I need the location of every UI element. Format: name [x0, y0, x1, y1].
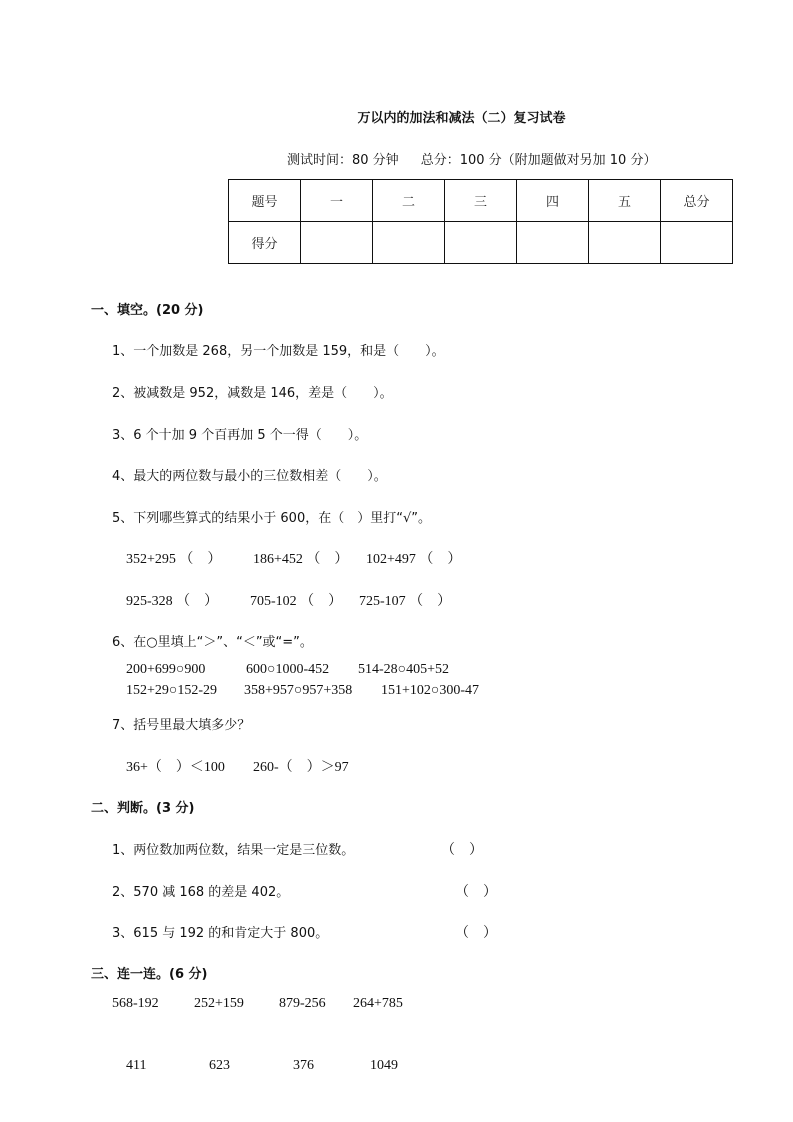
section-heading-matching: 三、连一连。(6 分): [91, 967, 208, 982]
score-table-header-cell: 四: [517, 180, 589, 222]
score-cell[interactable]: [661, 222, 733, 264]
q5-expression: 725-107 （ ）: [359, 594, 452, 609]
match-answer[interactable]: 623: [209, 1058, 230, 1073]
score-table-score-row: [229, 222, 733, 264]
score-table-header-cell: 题号: [229, 180, 301, 222]
score-table: [228, 179, 733, 264]
score-table-header-cell: 一: [301, 180, 373, 222]
q5-expression: 102+497 （ ）: [366, 552, 462, 567]
match-answer[interactable]: 411: [126, 1058, 147, 1073]
question-item: 6、在○里填上“＞”、“＜”或“=”。: [112, 635, 313, 650]
q7-expression: 36+（ ）＜100: [126, 760, 225, 775]
section-heading-true-false: 二、判断。(3 分): [91, 801, 195, 816]
match-expression[interactable]: 568-192: [112, 996, 159, 1011]
match-answer[interactable]: 376: [293, 1058, 314, 1073]
judgement-item: 1、两位数加两位数，结果一定是三位数。: [112, 843, 355, 858]
score-cell[interactable]: [517, 222, 589, 264]
q5-expression: 186+452 （ ）: [253, 552, 349, 567]
q6-expression: 514-28○405+52: [358, 662, 450, 677]
exam-info: [287, 149, 656, 168]
score-table-header-cell: 三: [445, 180, 517, 222]
match-expression[interactable]: 879-256: [279, 996, 326, 1011]
q6-expression: 600○1000-452: [246, 662, 330, 677]
q7-expression: 260-（ ）＞97: [253, 760, 349, 775]
score-table-header-row: [229, 180, 733, 222]
score-cell[interactable]: [301, 222, 373, 264]
score-row-label: 得分: [229, 222, 301, 264]
judgement-item: 2、570 减 168 的差是 402。: [112, 885, 290, 900]
q6-expression: 152+29○152-29: [126, 683, 218, 698]
q6-expression: 200+699○900: [126, 662, 206, 677]
q5-expression: 352+295 （ ）: [126, 552, 222, 567]
score-cell[interactable]: [445, 222, 517, 264]
score-cell[interactable]: [373, 222, 445, 264]
match-expression[interactable]: 252+159: [194, 996, 244, 1011]
exam-total-score: 总分：100 分（附加题做对另加 10 分）: [420, 153, 657, 168]
question-item: 7、括号里最大填多少？: [112, 718, 251, 733]
question-item: 1、一个加数是 268，另一个加数是 159，和是（ ）。: [112, 344, 445, 359]
judgement-blank[interactable]: （ ）: [441, 843, 483, 858]
match-answer[interactable]: 1049: [370, 1058, 398, 1073]
exam-time: 测试时间：80 分钟: [287, 153, 399, 168]
q5-expression: 925-328 （ ）: [126, 594, 219, 609]
judgement-item: 3、615 与 192 的和肯定大于 800。: [112, 926, 329, 941]
match-expression[interactable]: 264+785: [353, 996, 403, 1011]
q6-expression: 151+102○300-47: [381, 683, 480, 698]
q6-expression: 358+957○957+358: [244, 683, 353, 698]
page-title: 万以内的加法和减法（二）复习试卷: [357, 111, 566, 126]
score-table-header-cell: 五: [589, 180, 661, 222]
score-cell[interactable]: [589, 222, 661, 264]
section-heading-fill-blank: 一、填空。(20 分): [91, 303, 204, 318]
question-item: 3、6 个十加 9 个百再加 5 个一得（ ）。: [112, 428, 368, 443]
question-item: 4、最大的两位数与最小的三位数相差（ ）。: [112, 469, 387, 484]
judgement-blank[interactable]: （ ）: [455, 926, 497, 941]
judgement-blank[interactable]: （ ）: [455, 885, 497, 900]
score-table-header-cell: 二: [373, 180, 445, 222]
question-item: 2、被减数是 952，减数是 146，差是（ ）。: [112, 386, 393, 401]
score-table-header-cell: 总分: [661, 180, 733, 222]
q5-expression: 705-102 （ ）: [250, 594, 343, 609]
question-item: 5、下列哪些算式的结果小于 600，在（ ）里打“√”。: [112, 511, 431, 526]
